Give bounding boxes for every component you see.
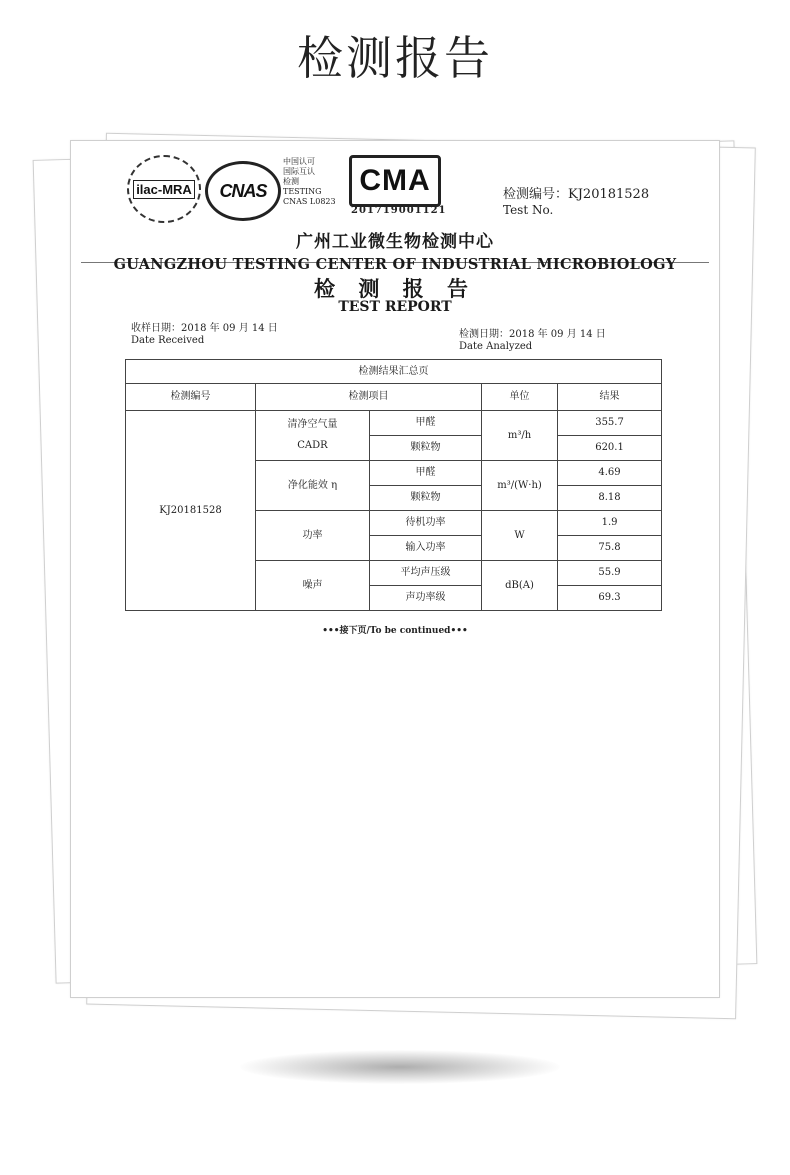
sub-item-cell: 颗粒物 <box>370 486 482 511</box>
page-shadow <box>240 1050 560 1084</box>
page-heading: 检测报告 <box>297 31 493 85</box>
table-caption-row <box>126 360 662 384</box>
sub-item-cell: 声功率级 <box>370 586 482 611</box>
cnas-accreditation-info <box>283 157 353 207</box>
results-summary-table <box>125 359 662 611</box>
cnas-info-line: 中国认可 <box>283 157 315 166</box>
result-cell: 1.9 <box>558 511 662 536</box>
sample-id-cell: KJ20181528 <box>126 411 256 611</box>
table-caption: 检测结果汇总页 <box>126 360 662 384</box>
result-cell: 75.8 <box>558 536 662 561</box>
test-item-cell: 净化能效 η <box>256 461 370 511</box>
result-cell: 69.3 <box>558 586 662 611</box>
unit-cell: m³/h <box>482 411 558 461</box>
unit-cell: dB(A) <box>482 561 558 611</box>
result-cell: 4.69 <box>558 461 662 486</box>
result-cell: 8.18 <box>558 486 662 511</box>
sub-item-cell: 待机功率 <box>370 511 482 536</box>
cnas-info-line: CNAS L0823 <box>283 197 336 206</box>
ilac-mra-logo <box>127 155 201 223</box>
cnas-logo-text: CNAS <box>219 180 267 201</box>
sub-item-cell: 甲醛 <box>370 461 482 486</box>
cnas-info-line: 国际互认 <box>283 167 315 176</box>
table-row <box>126 411 662 436</box>
date-received <box>131 323 278 347</box>
continued-note: •••接下页/To be continued••• <box>322 626 468 636</box>
cma-logo-text: CMA <box>359 164 431 197</box>
sub-item-cell: 平均声压级 <box>370 561 482 586</box>
test-item-cell <box>256 411 370 461</box>
result-cell: 620.1 <box>558 436 662 461</box>
date-analyzed-en: Date Analyzed <box>459 341 533 352</box>
sub-item-cell: 输入功率 <box>370 536 482 561</box>
cnas-info-line: TESTING <box>283 187 322 196</box>
cma-number: 201719001121 <box>351 205 447 216</box>
ilac-logo-text: ilac-MRA <box>133 180 195 199</box>
organization-name-en: GUANGZHOU TESTING CENTER OF INDUSTRIAL MICROBIOLOGY <box>113 256 677 273</box>
unit-cell: m³/(W·h) <box>482 461 558 511</box>
report-title-en: TEST REPORT <box>338 299 452 315</box>
cma-logo <box>349 155 441 207</box>
cnas-info-line: 检测 <box>283 177 299 186</box>
test-item-cell: 功率 <box>256 511 370 561</box>
unit-cell: W <box>482 511 558 561</box>
date-received-en: Date Received <box>131 335 205 346</box>
table-header-row <box>126 384 662 411</box>
sub-item-cell: 甲醛 <box>370 411 482 436</box>
cnas-logo <box>205 161 281 221</box>
test-number-en: Test No. <box>503 203 554 217</box>
date-analyzed <box>459 329 606 353</box>
test-item-label: 清净空气量 <box>287 419 338 430</box>
result-cell: 355.7 <box>558 411 662 436</box>
date-received-cn: 收样日期：2018 年 09 月 14 日 <box>131 323 278 334</box>
report-title-cn: 检 测 报 告 <box>314 276 476 301</box>
column-header: 检测项目 <box>256 384 482 411</box>
organization-name-cn: 广州工业微生物检测中心 <box>296 232 494 252</box>
column-header: 结果 <box>558 384 662 411</box>
test-number: 检测编号：KJ20181528 <box>503 187 650 202</box>
column-header: 单位 <box>482 384 558 411</box>
report-page <box>70 140 720 998</box>
sub-item-cell: 颗粒物 <box>370 436 482 461</box>
test-item-label-2: CADR <box>297 440 328 451</box>
test-item-cell: 噪声 <box>256 561 370 611</box>
date-analyzed-cn: 检测日期：2018 年 09 月 14 日 <box>459 329 606 340</box>
column-header: 检测编号 <box>126 384 256 411</box>
result-cell: 55.9 <box>558 561 662 586</box>
